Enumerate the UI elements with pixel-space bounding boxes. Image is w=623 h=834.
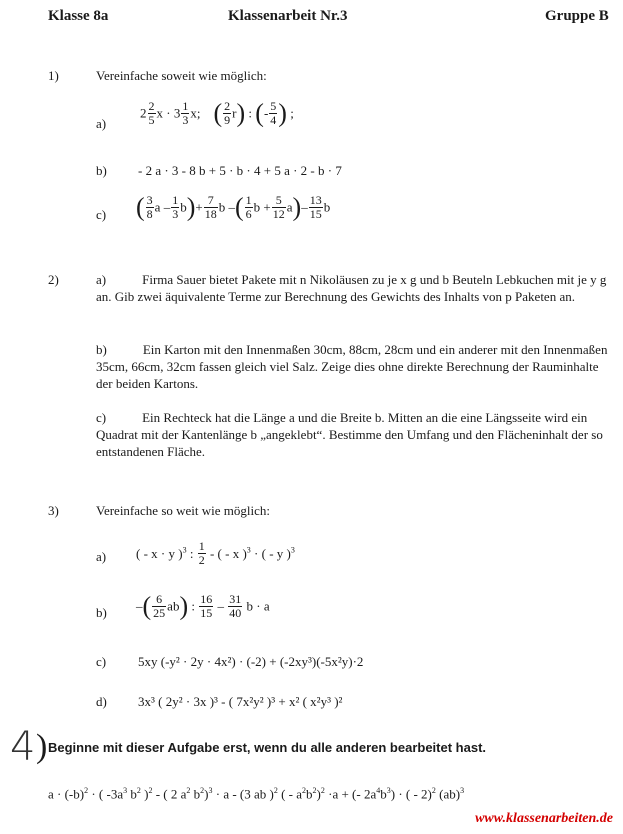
task2b-text: Ein Karton mit den Innenmaßen 30cm, 88cm, 28cm und ein anderer mit den Innenmaßen 35cm, 66cm, 32cm fassen gleich viel Salz. Zeige dies ohne direkte Berechnung der Rauminhalte der beiden Kartons. xyxy=(96,342,608,391)
task3c-label: c) xyxy=(96,654,107,669)
task4-expression: $a \cdot (-b)^2$ · ( $-3a^3$ $b^2$ )$^2$ - ( 2 $a^2$ $b^2)^3 \cdot a - (3$ ab )$^2$ ( - $a^2b^2)^2 \cdot a$ + (- $2a^4b^3$) · ( - 2)$^2$ (ab)$^3$ xyxy=(48,786,465,802)
task1a-expression: 2 $\frac{2}{5}$ x · 3 $\frac{1}{3}$ x; ( $\frac{2}{9}$ r) : (- $\frac{5}{4}$ ) ; xyxy=(140,98,294,128)
task3d-label: d) xyxy=(96,694,107,709)
task3c-expression: 5xy (-y² · 2y · 4x²) · (-2) + (-2xy³)(-5x²y)·2 xyxy=(138,654,364,669)
class-label: Klasse 8a xyxy=(48,8,109,24)
task1-instruction: Vereinfache soweit wie möglich: xyxy=(96,68,267,83)
task4-instruction: Beginne mit dieser Aufgabe erst, wenn du alle anderen bearbeitet hast. xyxy=(48,740,487,755)
task1b-expression: - 2 a · 3 - 8 b + 5 · b · 4 + 5 a · 2 - b · 7 xyxy=(138,163,342,178)
task3-instruction: Vereinfache so weit wie möglich: xyxy=(96,503,270,518)
task4-paren: ) xyxy=(36,728,48,765)
task2c-paragraph xyxy=(96,409,616,460)
task3d-expression: 3x³ ( 2y² · 3x )³ - ( 7x²y² )³ + x² ( x²y³ )² xyxy=(138,694,343,709)
task2a-paragraph xyxy=(96,271,616,305)
group-label: Gruppe B xyxy=(545,8,609,24)
task2c-label: c) xyxy=(96,410,107,425)
task3-number: 3) xyxy=(48,503,59,518)
task3a-label: a) xyxy=(96,549,107,564)
task4-handwritten-number: 4 xyxy=(10,724,36,770)
task1c-expression: ( $\frac{3}{8}$ a – $\frac{1}{3}$ b)+ $\frac{7}{18}$ b –( $\frac{1}{6}$ b + $\frac{5}{12}$ a)– $\frac{13}{15}$ b xyxy=(136,192,331,222)
task1-number: 1) xyxy=(48,68,59,83)
task2a-label: a) xyxy=(96,272,107,287)
task2b-paragraph xyxy=(96,341,616,392)
task1a-label: a) xyxy=(96,116,107,131)
task2a-text: Firma Sauer bietet Pakete mit n Nikoläusen zu je x g und b Beuteln Lebkuchen mit je y g an. Gib zwei äquivalente Terme zur Berechnung des Gewichts des Inhalts von p Paketen an. xyxy=(96,272,607,304)
watermark-link[interactable]: www.klassenarbeiten.de xyxy=(475,811,613,826)
task3b-label: b) xyxy=(96,605,107,620)
task1c-label: c) xyxy=(96,207,107,222)
task1b-label: b) xyxy=(96,163,107,178)
task2c-text: Ein Rechteck hat die Länge a und die Breite b. Mitten an die eine Längsseite wird ein Quadrat mit der Kantenlänge b „angeklebt“. Bestimme den Umfang und den Flächeninhalt der so entstandenen Fläche. xyxy=(96,410,603,459)
task2b-label: b) xyxy=(96,342,107,357)
page-title: Klassenarbeit Nr.3 xyxy=(228,8,348,24)
task3b-expression: –( $\frac{6}{25}$ ab) : $\frac{16}{15}$ – $\frac{31}{40}$ b · a xyxy=(136,591,270,621)
task2-number: 2) xyxy=(48,272,59,287)
task3a-expression: ( - x · y )$^3$ : $\frac{1}{2}$ - ( - x )$^3$ · ( - y )$^3$ xyxy=(136,539,295,567)
